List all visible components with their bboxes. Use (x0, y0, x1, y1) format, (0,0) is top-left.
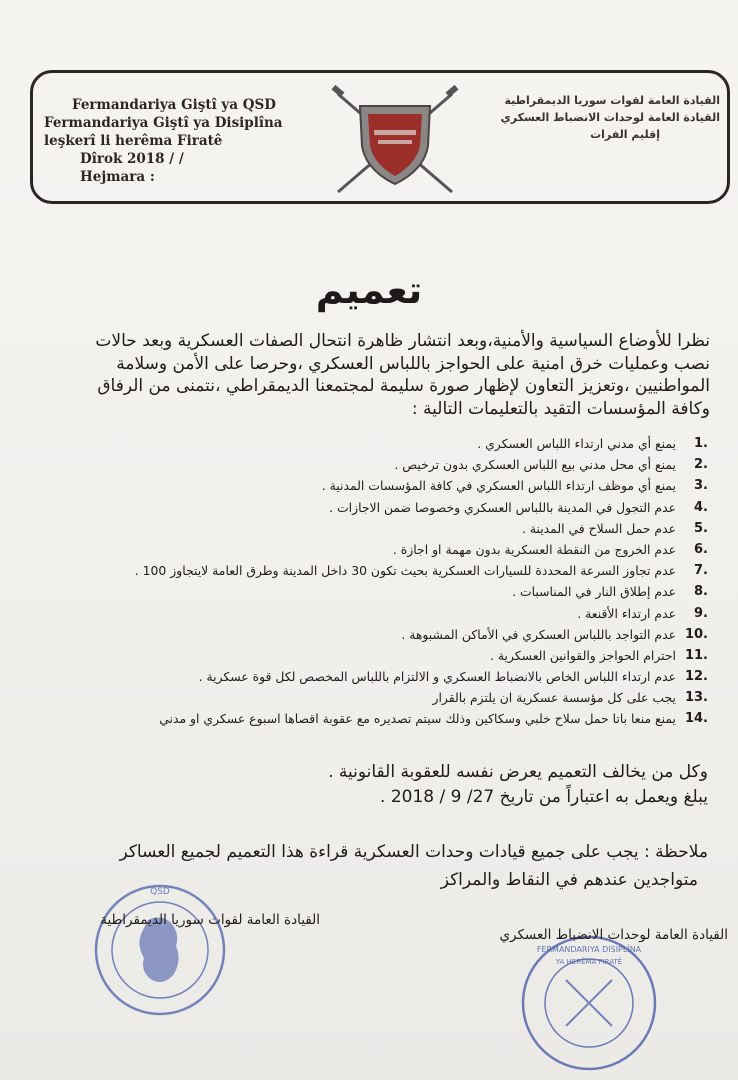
item-number: 7. (694, 563, 708, 579)
item-number: 10. (684, 626, 708, 642)
intro-paragraph (20, 330, 710, 420)
list-item (28, 539, 708, 560)
item-text: عدم التواجد باللباس العسكري في الأماكن المشبوهة . (401, 626, 676, 642)
list-item (28, 497, 708, 518)
item-text: يمنع أي مدني ارتداء اللباس العسكري . (477, 436, 676, 451)
intro-line: نظرا للأوضاع السياسية والأمنية،وبعد انتشار ظاهرة انتحال الصفات العسكرية وبعد حالات (95, 331, 710, 351)
svg-text:YA HERÊMA FIRATÊ: YA HERÊMA FIRATÊ (555, 958, 623, 966)
item-number: 12. (684, 669, 708, 685)
item-text: عدم الخروج من النقطة العسكرية بدون مهمة او اجازة . (392, 541, 676, 557)
item-text: عدم ارتداء اللباس الخاص بالانضباط العسكري و الالتزام باللباس المخصص لكل قوة عسكرية . (198, 669, 676, 685)
letterhead-line: القيادة العامة لوحدات الانضباط العسكري (500, 111, 720, 124)
number-line: Hejmara : (80, 169, 155, 185)
closing-paragraph (28, 760, 708, 810)
item-text: يمنع منعا باتا حمل سلاح خلبي وسكاكين وذلك سيتم تصديره مع عقوبة اقصاها اسبوع عسكري او مدني (159, 711, 676, 727)
letterhead-line: Fermandariya Giştî ya Disiplîna (44, 115, 283, 131)
item-text: عدم التجول في المدينة باللباس العسكري وخصوصا ضمن الاجازات . (329, 499, 676, 515)
item-text: يمنع أي موظف ارتداء اللباس العسكري في كافة المؤسسات المدنية . (321, 478, 676, 494)
list-item (28, 475, 708, 496)
letterhead-line: إقليم الفرات (590, 128, 660, 141)
item-number: 6. (694, 541, 708, 557)
list-item (28, 433, 708, 454)
closing-line: وكل من يخالف التعميم يعرض نفسه للعقوبة القانونية . (328, 762, 708, 782)
intro-line: المواطنيين ،وتعزيز التعاون لإظهار صورة سليمة لمجتمعنا الديمقراطي ،نتمنى من الرفاق (97, 376, 710, 396)
document-title: تعميم (315, 268, 423, 312)
item-text: عدم إطلاق النار في المناسبات . (512, 584, 676, 600)
item-number: 13. (684, 690, 708, 706)
item-text: احترام الحواجز والقوانين العسكرية . (490, 647, 676, 663)
unit-stamp-icon (518, 932, 660, 1074)
letterhead-arabic (470, 92, 720, 143)
item-number: 9. (694, 605, 708, 621)
item-number: 2. (694, 457, 708, 473)
item-number: 3. (694, 478, 708, 494)
item-text: عدم ارتداء الأقنعة . (577, 605, 676, 621)
svg-text:FERMANDARIYA DISIPLÎNA: FERMANDARIYA DISIPLÎNA (536, 945, 642, 954)
item-number: 8. (694, 584, 708, 600)
item-number: 5. (694, 520, 708, 536)
list-item (28, 603, 708, 624)
item-number: 4. (694, 499, 708, 515)
list-item (28, 454, 708, 475)
letterhead-line: Fermandariya Giştî ya QSD (72, 97, 276, 113)
signature-right: القيادة العامة لوحدات الانضباط العسكري (499, 927, 728, 943)
item-text: عدم تجاوز السرعة المحددة للسيارات العسكرية بحيث تكون 30 داخل المدينة وطرق العامة لايتجاوز 100 . (134, 563, 676, 579)
item-number: 14. (684, 711, 708, 727)
list-item (28, 560, 708, 581)
instruction-list (28, 433, 708, 730)
list-item (28, 624, 708, 645)
list-item (28, 687, 708, 708)
list-item (28, 518, 708, 539)
seal-stamp-icon (90, 880, 230, 1020)
item-number: 11. (684, 647, 708, 663)
intro-line: وكافة المؤسسات التقيد بالتعليمات التالية : (411, 398, 710, 419)
letterhead-line: leşkerî li herêma Firatê (44, 133, 223, 149)
list-item (28, 708, 708, 729)
letterhead-line: القيادة العامة لقوات سوريا الديمقراطية (504, 94, 720, 107)
letterhead-kurdish (44, 96, 314, 186)
list-item (28, 581, 708, 602)
signature-left: القيادة العامة لقوات سوريا الديمقراطية (100, 912, 320, 928)
intro-line: نصب وعمليات خرق امنية على الحواجز باللباس العسكري ،وحرصا على الأمن وسلامة (116, 353, 710, 374)
item-number: 1. (694, 436, 708, 451)
date-line: Dîrok 2018 / / (80, 151, 184, 167)
note-line: متواجدين عندهم في النقاط والمراكز (440, 870, 698, 890)
list-item (28, 666, 708, 687)
closing-line: يبلغ ويعمل به اعتباراً من تاريخ 27/ 9 / 2018 . (380, 787, 708, 807)
note-line: ملاحظة : يجب على جميع قيادات وحدات العسكرية قراءة هذا التعميم لجميع العساكر (119, 842, 708, 862)
item-text: يجب على كل مؤسسة عسكرية ان يلتزم بالقرار (432, 690, 676, 706)
svg-text:QSD: QSD (150, 887, 170, 897)
shield-with-crossed-swords-icon (328, 84, 462, 200)
list-item (28, 645, 708, 666)
item-text: عدم حمل السلاح في المدينة . (521, 520, 676, 536)
item-text: يمنع أي محل مدني بيع اللباس العسكري بدون ترخيص . (394, 457, 676, 473)
